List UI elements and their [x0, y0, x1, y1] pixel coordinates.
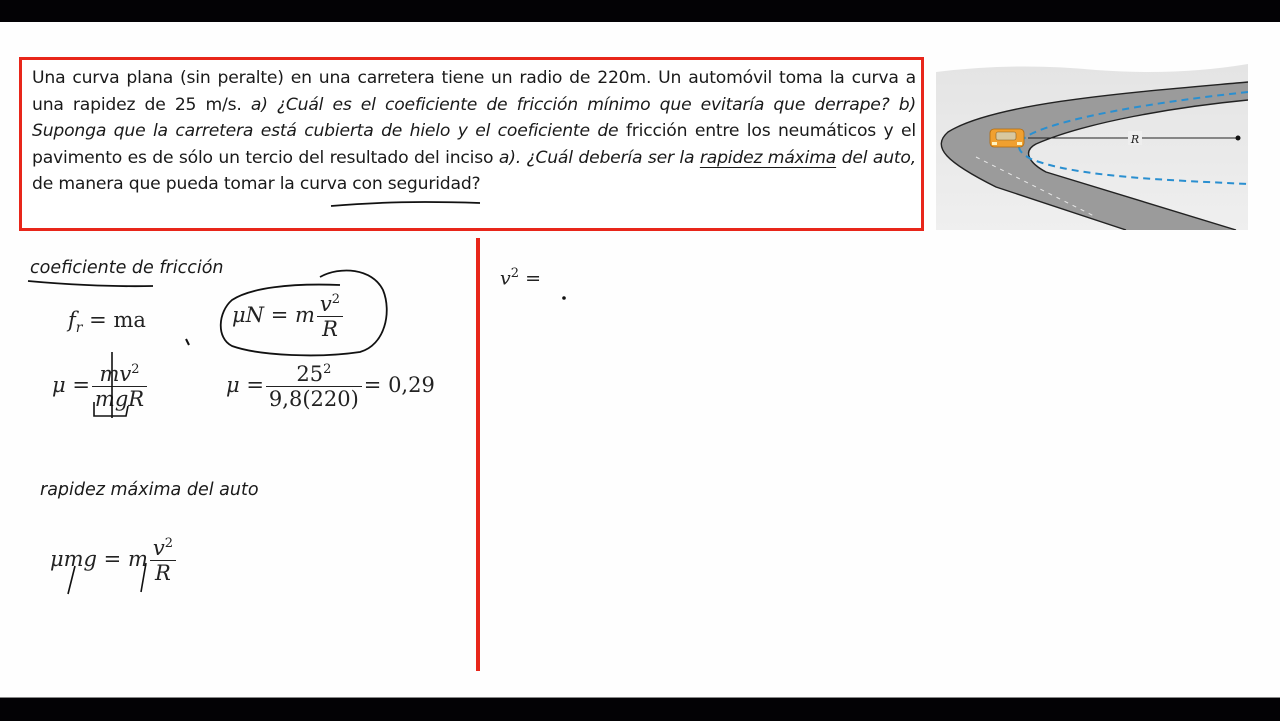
frac-num: 25: [296, 362, 324, 386]
problem-text-part-4: a). ¿Cuál debería ser la: [498, 147, 700, 168]
frac-den: R: [155, 561, 171, 585]
eq-rhs: = ma: [89, 308, 146, 332]
fraction: [266, 362, 362, 411]
radius-label: R: [1130, 133, 1140, 146]
equation-mumg: [50, 536, 178, 585]
letterbox-top: [0, 0, 1280, 22]
eq-v: v: [500, 267, 511, 290]
problem-text-part-7: de manera que pueda tomar la curva con seguridad?: [32, 174, 481, 194]
eq-lhs: μN = m: [232, 303, 315, 327]
frac-den: mgR: [94, 387, 145, 411]
column-divider: [476, 238, 480, 671]
equation-mu-numeric: [226, 362, 435, 411]
eq-sup: 2: [510, 266, 520, 281]
eq-lhs: μ =: [226, 373, 264, 397]
problem-statement-text: [32, 65, 916, 198]
problem-text-part-3: fricción entre los neumáticos y el pavimento es de sólo un tercio del resultado del inciso: [32, 121, 916, 168]
heading-coeficiente-friccion: coeficiente de fricción: [30, 258, 224, 278]
eq-equals: =: [525, 267, 541, 290]
frac-num-sup: 2: [131, 362, 140, 377]
frac-num: v: [319, 292, 332, 316]
problem-statement-box: [19, 57, 924, 231]
eq-lhs: μmg = m: [50, 547, 148, 571]
road-illustration: [936, 62, 1248, 230]
equation-mu-n: [232, 292, 345, 341]
frac-num-sup: 2: [323, 362, 332, 377]
equation-friction-ma: [68, 308, 146, 336]
eq-subscript-r: r: [75, 320, 83, 337]
letterbox-bottom: [0, 697, 1280, 721]
car-icon: [990, 129, 1024, 147]
fraction: [92, 362, 147, 411]
frac-den: R: [322, 317, 338, 341]
problem-text-part-2: a) ¿Cuál es el coeficiente de fricción mínimo que evitaría que derrape? b) Suponga que la carretera está cubierta de hielo y el coeficiente de: [32, 94, 916, 141]
fraction: [317, 292, 343, 341]
eq-f: f: [68, 308, 76, 332]
center-point-icon: [1236, 136, 1241, 141]
eq-lhs: μ =: [52, 373, 90, 397]
pen-dot-icon: [562, 296, 566, 300]
equation-mu-ratio: [52, 362, 149, 411]
frac-den: 9,8(220): [268, 387, 359, 411]
fraction: [150, 536, 176, 585]
heading-rapidez-maxima: rapidez máxima del auto: [40, 480, 259, 500]
frac-num: v: [152, 536, 165, 560]
problem-text-part-1: Una curva plana (sin peralte) en una carretera tiene un radio de 220m. Un automóvil toma la curva a una rapidez de 25 m/s.: [32, 68, 916, 115]
frac-num-sup: 2: [164, 536, 174, 551]
frac-num-sup: 2: [331, 292, 341, 307]
eq-result: = 0,29: [363, 373, 435, 397]
underline-stroke-icon: [28, 281, 153, 286]
problem-text-part-6: del auto,: [836, 147, 917, 168]
frac-num: mv: [99, 362, 132, 386]
problem-text-underlined: rapidez máxima: [699, 147, 837, 168]
equation-v-squared: [500, 266, 541, 289]
curve-road-figure: [936, 62, 1248, 230]
